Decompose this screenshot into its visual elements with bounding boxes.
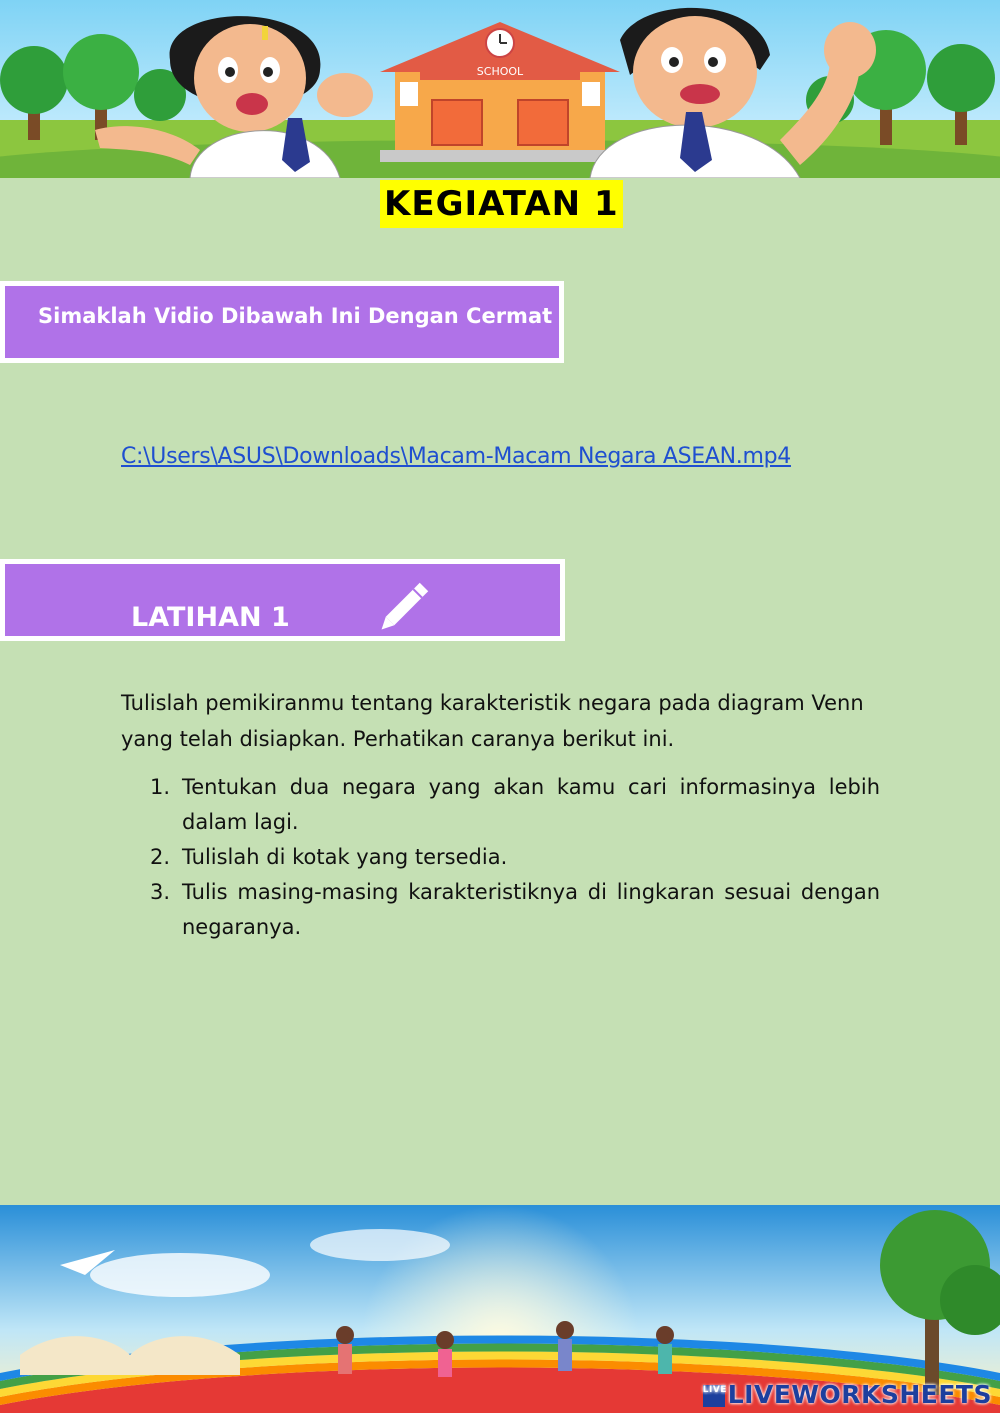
watermark-text: LIVEWORKSHEETS [727, 1380, 992, 1409]
step-number: 3. [150, 880, 171, 904]
list-item [150, 770, 880, 840]
instruction-box [0, 281, 564, 363]
exercise-intro: Tulislah pemikiranmu tentang karakteristik negara pada diagram Venn yang telah disiapkan. Perhatikan caranya berikut ini. [121, 691, 864, 751]
liveworksheets-watermark [703, 1380, 992, 1409]
instruction-text: Simaklah Vidio Dibawah Ini Dengan Cermat [38, 304, 553, 328]
steps-list [150, 770, 880, 945]
exercise-header-box [0, 559, 565, 641]
header-illustration [0, 0, 1000, 178]
footer-illustration [0, 1205, 1000, 1413]
step-text: Tulis masing-masing karakteristiknya di lingkaran sesuai dengan negaranya. [182, 880, 880, 939]
liveworksheets-logo: LIVE [703, 1385, 725, 1407]
pencil-icon [375, 574, 439, 641]
page-title: KEGIATAN 1 [380, 180, 623, 228]
step-number: 1. [150, 775, 171, 799]
video-link[interactable]: C:\Users\ASUS\Downloads\Macam-Macam Negara ASEAN.mp4 [121, 444, 791, 469]
step-text: Tentukan dua negara yang akan kamu cari informasinya lebih dalam lagi. [182, 775, 880, 834]
step-number: 2. [150, 845, 171, 869]
school-sign: SCHOOL [476, 65, 524, 78]
step-text: Tulislah di kotak yang tersedia. [182, 845, 508, 869]
list-item [150, 875, 880, 945]
exercise-label: LATIHAN 1 [131, 602, 290, 633]
list-item [150, 840, 880, 875]
